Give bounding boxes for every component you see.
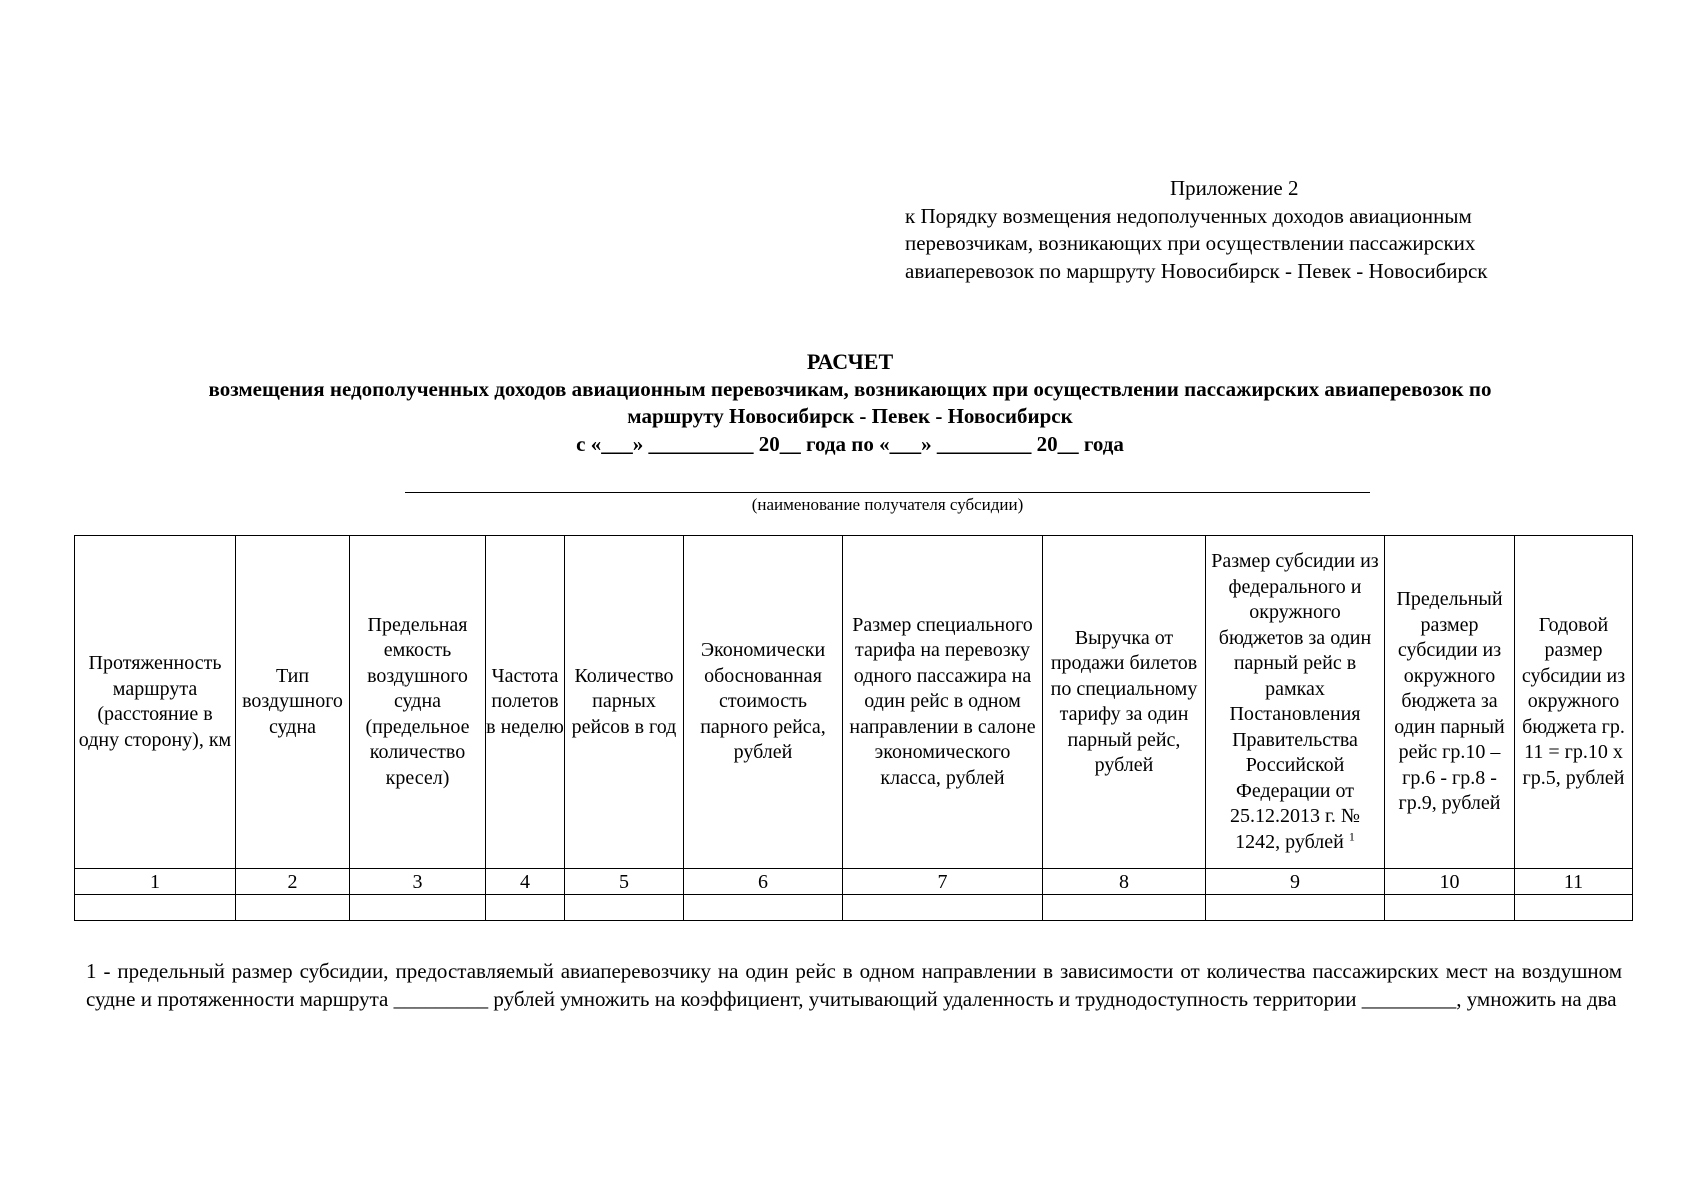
header-cell: Размер субсидии из федерального и окружного бюджетов за один парный рейс в рамках Постановления Правительства Российской Федерации от 25.12.2013 г. № 1242, рублей $^1$ <box>1206 536 1385 869</box>
header-cell: Предельный размер субсидии из окружного бюджета за один парный рейс гр.10 – гр.6 - гр.8 - гр.9, рублей <box>1385 536 1515 869</box>
table-cell <box>1385 895 1515 921</box>
footnote-text: 1 - предельный размер субсидии, предоставляемый авиаперевозчику на один рейс в одном направлении в зависимости от количества пассажирских мест на воздушном судне и протяженности маршрута _________ рублей умножить на коэффициент, учитывающий удаленность и труднодоступность территории _________, умножить на два <box>86 959 1622 1011</box>
table-header-row <box>75 536 1633 869</box>
header-cell: Предельная емкость воздушного судна (предельное количество кресел) <box>350 536 486 869</box>
table-cell <box>236 895 350 921</box>
title-line: возмещения недополученных доходов авиационным перевозчикам, возникающих при осуществлении пассажирских авиаперевозок по <box>208 376 1492 401</box>
title-line: маршруту Новосибирск - Певек - Новосибирск <box>627 404 1073 428</box>
recipient-caption: (наименование получателя субсидии) <box>751 495 1024 514</box>
appendix-block <box>905 175 1605 285</box>
header-cell: Тип воздушного судна <box>236 536 350 869</box>
header-cell: Выручка от продажи билетов по специальному тарифу за один парный рейс, рублей <box>1043 536 1206 869</box>
column-number: 9 <box>1206 869 1385 895</box>
header-cell: Частота полетов в неделю <box>486 536 565 869</box>
table-cell <box>1206 895 1385 921</box>
column-number: 5 <box>565 869 684 895</box>
table-cell <box>350 895 486 921</box>
appendix-line: перевозчикам, возникающих при осуществлении пассажирских <box>905 231 1476 255</box>
column-number: 1 <box>75 869 236 895</box>
table-cell <box>1515 895 1633 921</box>
table-cell <box>1043 895 1206 921</box>
header-cell: Количество парных рейсов в год <box>565 536 684 869</box>
calculation-table <box>74 535 1633 921</box>
appendix-line: к Порядку возмещения недополученных доходов авиационным <box>905 203 1472 228</box>
column-number: 4 <box>486 869 565 895</box>
header-cell: Годовой размер субсидии из окружного бюджета гр. 11 = гр.10 х гр.5, рублей <box>1515 536 1633 869</box>
table-cell <box>565 895 684 921</box>
appendix-number: Приложение 2 <box>1170 176 1299 200</box>
title-heading: РАСЧЕТ <box>806 349 894 374</box>
document-title <box>80 348 1620 458</box>
column-number: 11 <box>1515 869 1633 895</box>
footnote-marker: 1 <box>1348 828 1355 843</box>
recipient-name-line <box>405 492 1370 493</box>
column-number: 2 <box>236 869 350 895</box>
table-cell <box>75 895 236 921</box>
header-cell: Размер специального тарифа на перевозку одного пассажира на один рейс в одном направлении в салоне экономического класса, рублей <box>843 536 1043 869</box>
table-row <box>75 895 1633 921</box>
column-number: 6 <box>684 869 843 895</box>
header-cell: Экономически обоснованная стоимость парного рейса, рублей <box>684 536 843 869</box>
appendix-line: авиаперевозок по маршруту Новосибирск - Певек - Новосибирск <box>905 258 1488 283</box>
table-cell <box>486 895 565 921</box>
table-cell <box>843 895 1043 921</box>
column-number: 3 <box>350 869 486 895</box>
header-cell: Протяженность маршрута (расстояние в одну сторону), км <box>75 536 236 869</box>
table-cell <box>684 895 843 921</box>
column-number-row <box>75 869 1633 895</box>
column-number: 7 <box>843 869 1043 895</box>
title-period: с «___» __________ 20__ года по «___» _________ 20__ года <box>576 431 1124 456</box>
column-number: 8 <box>1043 869 1206 895</box>
column-number: 10 <box>1385 869 1515 895</box>
